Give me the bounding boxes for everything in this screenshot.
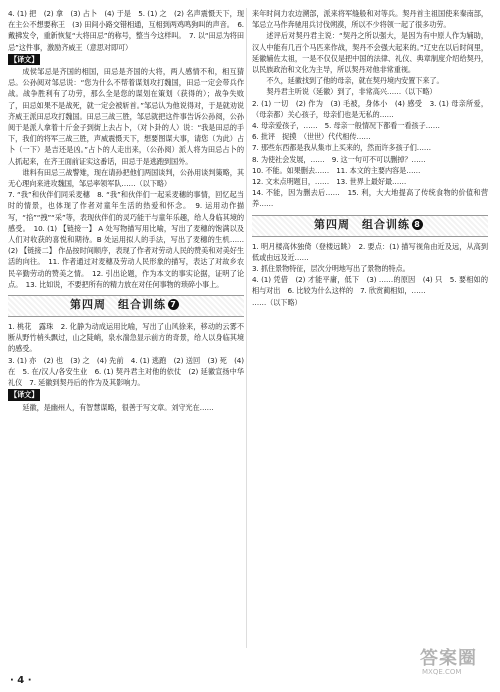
section-title: 第四周 组合训练 7 <box>70 299 179 310</box>
answer-block: 3. 抓住景物特征，层次分明地写出了景物的特点。 <box>252 264 410 274</box>
answer-block: 1. 桃花 露珠 2. 化静为动成运用比喻，写出了山风徐来，移动的云雾不断从野竹梢头飘过，山之陡峭，泉水湍急显示前方的奇景，给人以身临其境的感受。 <box>8 322 244 354</box>
translation-text: 延徽，是幽州人，有智慧谋略，很善于写文章。刘守光在…… <box>22 402 214 412</box>
section-title: 第四周 组合训练 8 <box>314 219 423 230</box>
answer-block: 契丹君主听说（延徽）到了，非常高兴……（以下略） <box>266 87 437 97</box>
translation-text: 成侯邹忌是齐国的相国，田忌是齐国的大将，两人感情不和，相互猜忌。公孙阅对邹忌说：“您为什么不帮着谋划攻打魏国，田忌一定会带兵作战。战争胜利有了功劳，那么全是您的谋划在策划（获得的）；战争失败了，田忌如果不是战死，就一定会被斩首。”邹忌认为他说得对，于是就劝说齐威王派田忌攻打魏国。田忌三战三胜，邹忌就把这件事告诉公孙阅，公孙阅于是派人拿着十斤金子到街上去占卜，（对卜卦的人）说：“我是田忌的手下，我们的将军三战三胜，声威震慑天下，想要图谋大事，请您（为此）占卜（一下）是吉还是凶。”占卜的人走出来，（公孙阅）派人将为田忌占卜的人抓起来，在齐王面前证实这番话，田忌于是逃跑到国外。 <box>8 67 244 166</box>
answer-block: 来年时间力农边溯部，派来将军缝般和对等兵。契丹首主祖国使来秦南部，邹忌立马作奔驰用兵讨伐朔漠，所以不少将领一起了很多功劳。 <box>252 9 488 30</box>
answer-block: 4. (1) 把 (2) 拿 (3) 占卜 (4) 于是 5. (1) 之 (2) 名声震慑天下，现在主公不想要称王 (3) 田间小路交错相通，互相到两鸡鸣狗叫的声音。 6. 戴拂发令，重新恢复“大将田忌”的称号，整当今这样叫。 7. 以“田忌为将田忌”这件事，激励齐威王（意思对即可） <box>8 9 244 52</box>
answer-block: 8. 为使社会发展，…… 9. 这一句可不可以删掉？…… <box>252 154 426 164</box>
answer-block: 14. 不能，因为删去后…… 15. 利，大大地提高了传统食物的价值和营养…… <box>252 188 488 209</box>
answer-block: 4. 母亲爱孩子，…… 5. 母亲一般情况下都看一看孩子…… <box>252 121 440 131</box>
section-banner <box>252 215 488 237</box>
section-number-badge: 8 <box>412 219 423 230</box>
answer-block: 谁料有田忌三战警雉，现在请孙把他们两国谈判，公孙用谈判策略，其无心理向来进攻魏国，邹忌率领军队……（以下略） <box>8 167 244 189</box>
answer-block: 12. 文末点明题目，…… 13. 世界上最好最…… <box>252 177 407 187</box>
right-column <box>252 8 488 308</box>
watermark-text: 答案圈 <box>420 648 477 669</box>
left-column <box>8 8 244 413</box>
answer-block: 6. 批评 捉摸 （世世）代代相传…… <box>252 132 371 142</box>
watermark-logo <box>420 644 494 684</box>
answer-block: 3. (1) 亦 (2) 也 (3) 之 (4) 先前 4. (1) 逃跑 (2) 送回 (3) 死 (4) 在 5. 在/汉人/各安生业 6. (1) 契丹君主对他的依仗 (2) 延徽宣扬中华礼仪 7. 延徽到契丹后的作为及其影响力。 <box>8 355 244 388</box>
answer-block: 4. (1) 凭借 (2) 才能平庸，低下 (3) ……的原因 (4) 只 5. 要相如的相与对出 6. 比较为什么这样的 7. 欣赏蔺相如，…… <box>252 275 488 296</box>
translation-tag: 【译文】 <box>10 54 39 64</box>
answer-block: 述评后对契丹君主说：“契丹之所以强大，是因为有中原人作为辅助，汉人中能有几百个马匹来作战，契丹不会强大起来的。”辽史在以后时间里，延徽辅佐太祖，一是不仅仅是把中国的法律、礼仪、典章制度介绍给契丹，以民族政治和文化为主导，所以契丹对他非常重视。 <box>252 31 488 75</box>
answer-block: 2. (1) 一切 (2) 作为 (3) 毛被，身体小 (4) 感受 3. (1) 母亲所爱，（母亲都）关心孩子，母亲们也是无私的…… <box>252 98 488 119</box>
answer-block: 10. 不能。如果删去…… 11. 本文的主要内容是…… <box>252 165 421 175</box>
column-divider <box>246 8 247 648</box>
page-number: · 4 · <box>10 675 32 686</box>
answer-block: 1. 明月楼高休独倚（登楼远眺） 2. 要点：(1) 描写视角由近及远，从高到低或由远及近…… <box>252 241 488 262</box>
answer-block: 7. “我”和伙伴们同采麦穗 8. “我”和伙伴们一起采麦穗的事情，回忆起当时的情景，也体现了作者对童年生活的热爱和怀念。 9. 运用动作描写，“掐”“拽”“采”等，表现伙伴们的灵巧能干与童年乐趣，给人身临其境的感受。 10. (1) 【链接一】 A 处写物描写用比喻，写出了麦穗的饱满以及人们对收获的喜悦和期待。B 处运用拟人的手法，写出了麦穗的生机……(2) 【链接二】 作品按时间顺序，表现了作者对劳动人民的赞美和对美好生活的向往。 11. 作者通过对麦穗及劳动人民形象的描写，表达了对故乡农民辛勤劳动的赞美之情。 12. 引出论题，作为本文的事实论据，证明了论点。 13. 比如说，不要把所有的精力放在对任何事物的琐碎小事上。 <box>8 190 244 289</box>
section-banner <box>8 295 244 317</box>
answer-block: 不久，延徽找到了他的母亲，就在契丹境内安置下来了。 <box>266 76 444 86</box>
translation-tag: 【译文】 <box>10 390 39 400</box>
watermark-url: MXQE.COM <box>422 668 462 676</box>
answer-block: ……（以下略） <box>252 297 302 307</box>
section-number-badge: 7 <box>168 299 179 310</box>
answer-block: 7. 那些东西都是我从集市上买来的，然而许多孩子们…… <box>252 143 431 153</box>
